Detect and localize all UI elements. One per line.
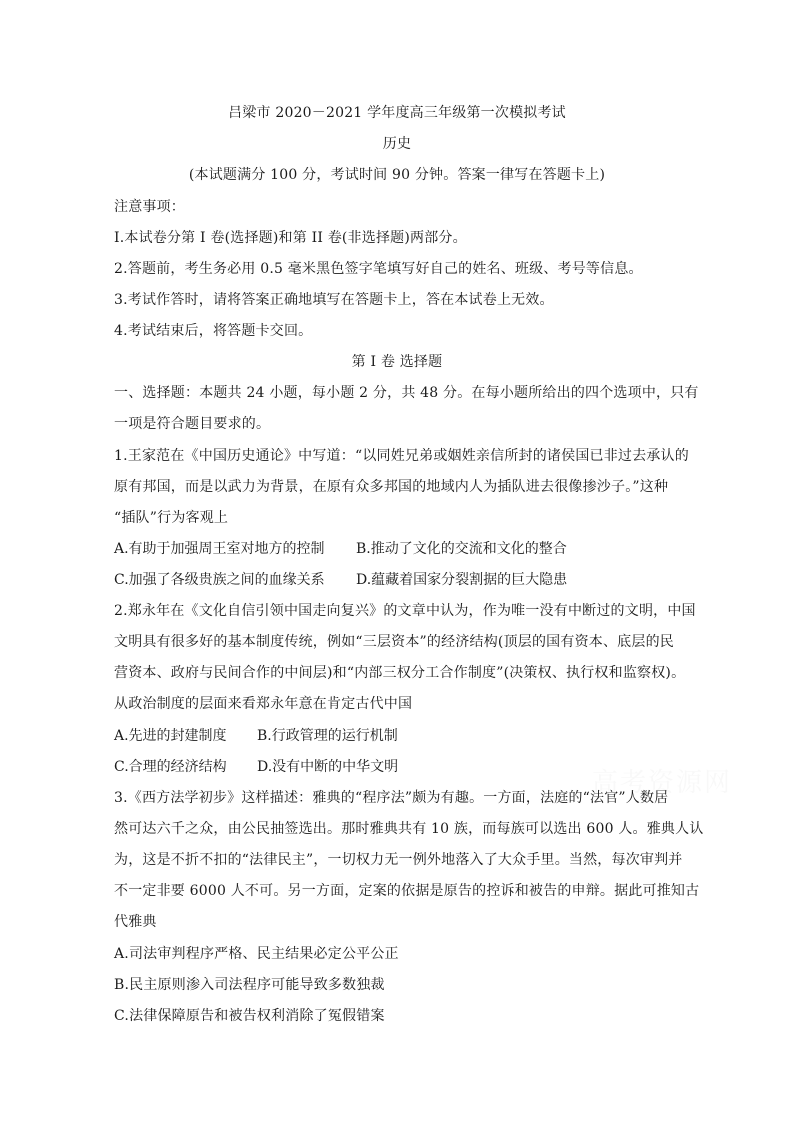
notes-heading: 注意事项： <box>114 199 185 215</box>
exam-title: 吕梁市 2020－2021 学年度高三年级第一次模拟考试 <box>228 105 566 121</box>
question-3-text: 然可达六千之众，由公民抽签选出。那时雅典共有 10 族，而每族可以选出 600 人。雅典人认 <box>114 821 704 837</box>
note-item: I.本试卷分第 I 卷(选择题)和第 II 卷(非选择题)两部分。 <box>114 230 467 246</box>
section-intro: 一项是符合题目要求的。 <box>114 416 271 432</box>
question-2-text: 营资本、政府与民间合作的中间层)和“内部三权分工合作制度”(决策权、执行权和监察权)。 <box>114 665 686 681</box>
option-c: C.加强了各级贵族之间的血缘关系 <box>114 572 325 588</box>
exam-info: (本试题满分 100 分，考试时间 90 分钟。答案一律写在答题卡上) <box>188 167 606 183</box>
question-1-options-row <box>114 570 682 590</box>
question-2-text: 2.郑永年在《文化自信引领中国走向复兴》的文章中认为，作为唯一没有中断过的文明，中国 <box>114 603 696 619</box>
option-d: D.蕴藏着国家分裂割据的巨大隐患 <box>356 572 568 588</box>
question-3-text: 不一定非要 6000 人不可。另一方面，定案的依据是原告的控诉和被告的申辩。据此可推知古 <box>114 883 700 899</box>
note-item: 4.考试结束后，将答题卡交回。 <box>114 323 313 339</box>
section-intro: 一、选择题：本题共 24 小题，每小题 2 分，共 48 分。在每小题所给出的四个选项中，只有 <box>114 385 699 401</box>
option-b: B.推动了文化的交流和文化的整合 <box>356 541 567 557</box>
option-c: C.法律保障原告和被告权利消除了冤假错案 <box>114 1008 385 1024</box>
question-1-text: 1.王家范在《中国历史通论》中写道：“以同姓兄弟或姻姓亲信所封的诸侯国已非过去承认的 <box>114 448 689 464</box>
watermark: 高考资源网 <box>592 768 733 798</box>
option-b: B.行政管理的运行机制 <box>257 728 398 744</box>
option-a: A.司法审判程序严格、民主结果必定公平公正 <box>114 946 399 962</box>
option-c: C.合理的经济结构 <box>114 759 227 775</box>
note-item: 3.考试作答时，请将答案正确地填写在答题卡上，答在本试卷上无效。 <box>114 292 554 308</box>
question-2-options-row <box>114 726 682 746</box>
note-item: 2.答题前，考生务必用 0.5 毫米黑色签字笔填写好自己的姓名、班级、考号等信息。 <box>114 261 643 277</box>
question-1-text: “插队”行为客观上 <box>114 510 229 526</box>
subject-title: 历史 <box>382 136 412 152</box>
option-b: B.民主原则渗入司法程序可能导致多数独裁 <box>114 977 385 993</box>
question-1-text: 原有邦国，而是以武力为背景，在原有众多邦国的地域内人为插队进去很像掺沙子。”这种 <box>114 479 669 495</box>
question-3-text: 代雅典 <box>114 914 157 930</box>
question-2-text: 文明具有很多好的基本制度传统，例如“三层资本”的经济结构(顶层的国有资本、底层的民 <box>114 634 674 650</box>
option-d: D.没有中断的中华文明 <box>257 759 399 775</box>
section-title: 第 I 卷 选择题 <box>351 354 443 370</box>
question-3-text: 为，这是不折不扣的“法律民主”，一切权力无一例外地落入了大众手里。当然，每次审判并 <box>114 852 683 868</box>
option-a: A.有助于加强周王室对地方的控制 <box>114 541 325 557</box>
option-a: A.先进的封建制度 <box>114 728 227 744</box>
question-3-text: 3.《西方法学初步》这样描述：雅典的“程序法”颇为有趣。一方面，法庭的“法官”人数居 <box>114 790 669 806</box>
question-1-options-row <box>114 539 682 559</box>
question-2-text: 从政治制度的层面来看郑永年意在肯定古代中国 <box>114 696 413 712</box>
